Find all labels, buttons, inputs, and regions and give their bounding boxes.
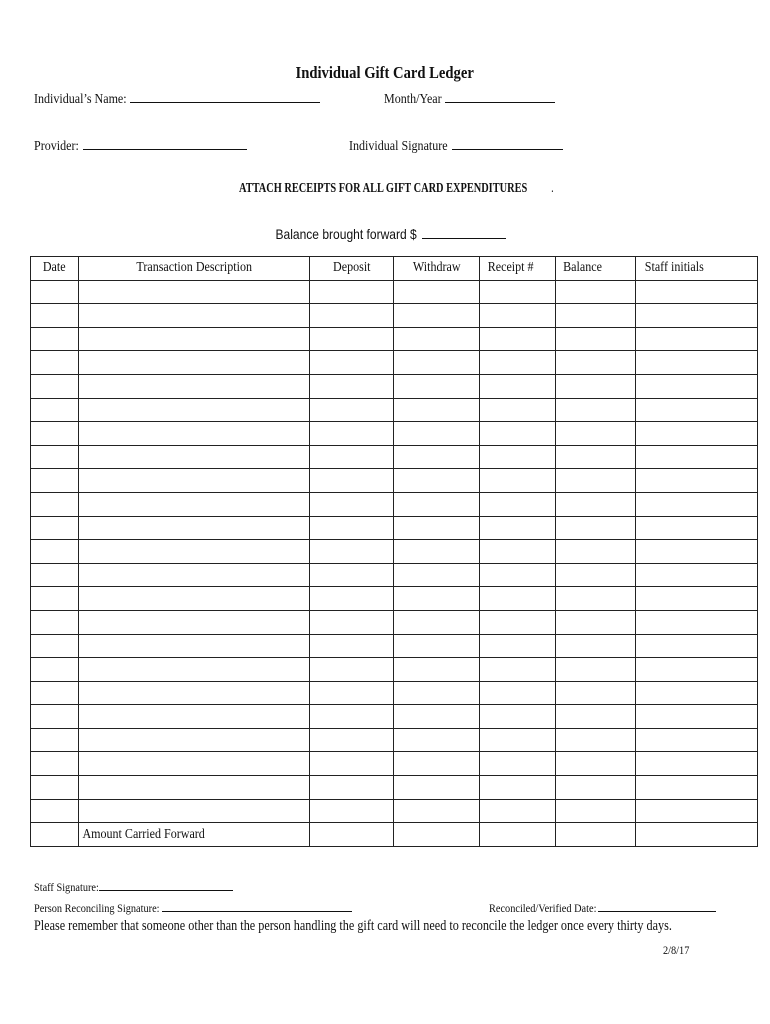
month-year-line[interactable]	[445, 90, 555, 103]
staff-signature-label: Staff Signature:	[34, 880, 99, 894]
table-cell[interactable]	[480, 587, 556, 611]
table-cell[interactable]	[79, 374, 310, 398]
reconciled-date-field[interactable]	[489, 899, 716, 916]
table-cell[interactable]	[394, 422, 480, 446]
table-cell[interactable]	[31, 422, 79, 446]
table-cell[interactable]	[480, 351, 556, 375]
individual-signature-field[interactable]	[349, 137, 563, 155]
table-row	[31, 374, 758, 398]
individual-name-label: Individual’s Name:	[34, 92, 127, 107]
reconciled-date-line[interactable]	[598, 899, 716, 912]
table-cell[interactable]	[556, 681, 636, 705]
table-cell[interactable]	[394, 752, 480, 776]
table-cell[interactable]	[480, 492, 556, 516]
table-cell[interactable]	[556, 776, 636, 800]
table-cell[interactable]	[636, 540, 758, 564]
table-cell[interactable]	[556, 658, 636, 682]
table-row	[31, 351, 758, 375]
table-cell[interactable]	[556, 799, 636, 823]
table-row	[31, 540, 758, 564]
table-cell[interactable]	[79, 634, 310, 658]
table-cell[interactable]	[636, 658, 758, 682]
table-cell[interactable]	[310, 398, 394, 422]
table-header-row	[31, 257, 758, 281]
table-cell[interactable]	[79, 728, 310, 752]
table-cell[interactable]	[31, 304, 79, 328]
person-reconciling-field[interactable]	[34, 899, 352, 916]
table-cell[interactable]	[310, 823, 394, 847]
col-date: Date	[31, 257, 79, 281]
provider-label: Provider:	[34, 139, 79, 154]
table-cell[interactable]	[636, 587, 758, 611]
table-cell[interactable]	[31, 398, 79, 422]
table-cell[interactable]	[79, 776, 310, 800]
table-cell[interactable]	[636, 728, 758, 752]
ledger-table	[30, 256, 758, 847]
table-cell[interactable]	[556, 823, 636, 847]
table-row	[31, 776, 758, 800]
table-cell[interactable]	[394, 587, 480, 611]
table-cell[interactable]	[636, 374, 758, 398]
table-cell[interactable]	[310, 752, 394, 776]
table-cell[interactable]	[636, 563, 758, 587]
table-cell[interactable]	[556, 492, 636, 516]
table-row	[31, 563, 758, 587]
table-cell[interactable]	[636, 469, 758, 493]
table-cell[interactable]	[394, 469, 480, 493]
table-cell[interactable]	[556, 422, 636, 446]
provider-field[interactable]	[34, 137, 247, 155]
table-cell[interactable]	[636, 705, 758, 729]
month-year-field[interactable]	[384, 90, 555, 108]
table-cell[interactable]	[79, 398, 310, 422]
table-cell[interactable]	[310, 280, 394, 304]
table-row	[31, 516, 758, 540]
table-cell[interactable]	[79, 705, 310, 729]
table-cell[interactable]	[556, 752, 636, 776]
table-cell[interactable]	[480, 658, 556, 682]
table-cell[interactable]	[79, 540, 310, 564]
table-cell[interactable]	[636, 398, 758, 422]
table-cell[interactable]	[79, 752, 310, 776]
table-cell[interactable]	[480, 304, 556, 328]
table-cell[interactable]	[79, 492, 310, 516]
table-cell[interactable]	[480, 540, 556, 564]
table-cell[interactable]	[31, 469, 79, 493]
table-cell[interactable]	[394, 540, 480, 564]
table-cell[interactable]	[310, 327, 394, 351]
table-cell[interactable]	[79, 327, 310, 351]
table-cell[interactable]	[480, 752, 556, 776]
table-cell[interactable]	[556, 540, 636, 564]
table-cell[interactable]	[31, 752, 79, 776]
balance-forward-label: Balance brought forward $	[275, 226, 417, 242]
table-row	[31, 705, 758, 729]
table-cell[interactable]	[480, 398, 556, 422]
table-cell[interactable]	[310, 540, 394, 564]
balance-forward[interactable]	[0, 226, 770, 242]
table-cell[interactable]	[556, 445, 636, 469]
table-cell[interactable]	[31, 540, 79, 564]
col-staff-initials: Staff initials	[636, 257, 758, 281]
table-cell[interactable]	[31, 776, 79, 800]
table-cell[interactable]	[310, 634, 394, 658]
balance-forward-line[interactable]	[422, 226, 506, 239]
table-cell[interactable]	[310, 469, 394, 493]
table-row	[31, 634, 758, 658]
table-cell[interactable]	[31, 681, 79, 705]
reconcile-note: Please remember that someone other than the person handling the gift card will need to reconcile the ledger once every thirty days.	[34, 918, 672, 934]
table-cell[interactable]	[310, 587, 394, 611]
table-cell[interactable]	[556, 610, 636, 634]
table-cell[interactable]	[636, 351, 758, 375]
table-cell[interactable]	[310, 492, 394, 516]
table-cell[interactable]	[79, 799, 310, 823]
table-row	[31, 398, 758, 422]
table-row	[31, 587, 758, 611]
table-cell[interactable]	[310, 304, 394, 328]
table-cell[interactable]	[556, 634, 636, 658]
table-cell[interactable]	[556, 304, 636, 328]
table-cell[interactable]	[394, 658, 480, 682]
carry-forward-row	[31, 823, 758, 847]
table-cell[interactable]	[310, 563, 394, 587]
receipts-instruction: ATTACH RECEIPTS FOR ALL GIFT CARD EXPENDITURES .	[239, 181, 554, 196]
table-row	[31, 681, 758, 705]
table-cell[interactable]	[480, 799, 556, 823]
table-cell[interactable]	[480, 610, 556, 634]
table-cell[interactable]	[394, 492, 480, 516]
table-cell[interactable]	[310, 422, 394, 446]
table-cell[interactable]	[79, 422, 310, 446]
table-cell[interactable]	[636, 304, 758, 328]
individual-name-field[interactable]	[34, 90, 320, 108]
table-cell[interactable]	[556, 705, 636, 729]
table-row	[31, 304, 758, 328]
table-cell[interactable]	[636, 422, 758, 446]
col-receipt: Receipt #	[480, 257, 556, 281]
table-cell[interactable]	[394, 445, 480, 469]
table-row	[31, 445, 758, 469]
table-cell[interactable]	[31, 799, 79, 823]
table-cell[interactable]	[31, 516, 79, 540]
table-cell[interactable]	[394, 398, 480, 422]
table-cell[interactable]	[310, 705, 394, 729]
col-deposit: Deposit	[310, 257, 394, 281]
table-cell[interactable]	[79, 587, 310, 611]
table-cell[interactable]	[480, 516, 556, 540]
table-cell[interactable]	[31, 492, 79, 516]
table-cell[interactable]	[556, 587, 636, 611]
table-cell[interactable]	[79, 280, 310, 304]
table-row	[31, 728, 758, 752]
table-cell[interactable]	[79, 445, 310, 469]
table-cell[interactable]	[79, 610, 310, 634]
provider-line[interactable]	[83, 137, 247, 150]
table-cell[interactable]	[310, 776, 394, 800]
table-cell[interactable]	[394, 610, 480, 634]
table-cell[interactable]	[31, 823, 79, 847]
table-cell[interactable]	[636, 752, 758, 776]
carry-forward-label: Amount Carried Forward	[79, 823, 310, 847]
table-cell[interactable]	[480, 681, 556, 705]
table-cell[interactable]	[79, 681, 310, 705]
col-transaction-description: Transaction Description	[79, 257, 310, 281]
form-date-code: 2/8/17	[663, 943, 690, 957]
table-cell[interactable]	[636, 280, 758, 304]
table-row	[31, 658, 758, 682]
table-cell[interactable]	[394, 823, 480, 847]
table-cell[interactable]	[79, 351, 310, 375]
table-cell[interactable]	[31, 728, 79, 752]
table-cell[interactable]	[394, 327, 480, 351]
table-cell[interactable]	[556, 398, 636, 422]
table-cell[interactable]	[31, 587, 79, 611]
table-cell[interactable]	[31, 351, 79, 375]
table-row	[31, 280, 758, 304]
table-cell[interactable]	[79, 563, 310, 587]
table-cell[interactable]	[31, 280, 79, 304]
page-title: Individual Gift Card Ledger	[295, 63, 475, 82]
table-cell[interactable]	[394, 799, 480, 823]
table-cell[interactable]	[394, 374, 480, 398]
table-cell[interactable]	[556, 563, 636, 587]
table-cell[interactable]	[480, 705, 556, 729]
table-cell[interactable]	[31, 445, 79, 469]
table-cell[interactable]	[556, 280, 636, 304]
table-cell[interactable]	[480, 280, 556, 304]
table-cell[interactable]	[310, 516, 394, 540]
table-cell[interactable]	[394, 304, 480, 328]
table-cell[interactable]	[480, 374, 556, 398]
table-cell[interactable]	[636, 445, 758, 469]
table-cell[interactable]	[310, 658, 394, 682]
table-cell[interactable]	[31, 658, 79, 682]
table-cell[interactable]	[636, 516, 758, 540]
table-cell[interactable]	[310, 799, 394, 823]
table-cell[interactable]	[556, 516, 636, 540]
table-cell[interactable]	[636, 327, 758, 351]
table-cell[interactable]	[480, 422, 556, 446]
table-cell[interactable]	[480, 776, 556, 800]
table-cell[interactable]	[636, 492, 758, 516]
table-cell[interactable]	[394, 516, 480, 540]
table-cell[interactable]	[79, 304, 310, 328]
table-cell[interactable]	[480, 728, 556, 752]
table-cell[interactable]	[480, 445, 556, 469]
table-cell[interactable]	[556, 728, 636, 752]
table-cell[interactable]	[480, 327, 556, 351]
table-cell[interactable]	[636, 681, 758, 705]
table-cell[interactable]	[31, 327, 79, 351]
table-row	[31, 327, 758, 351]
table-cell[interactable]	[310, 374, 394, 398]
table-row	[31, 752, 758, 776]
table-cell[interactable]	[79, 469, 310, 493]
table-cell[interactable]	[556, 469, 636, 493]
person-reconciling-label: Person Reconciling Signature:	[34, 901, 160, 915]
table-row	[31, 422, 758, 446]
table-cell[interactable]	[636, 823, 758, 847]
staff-signature-field[interactable]	[34, 878, 233, 895]
table-cell[interactable]	[310, 728, 394, 752]
staff-signature-line[interactable]	[99, 878, 233, 891]
month-year-label: Month/Year	[384, 92, 442, 107]
table-cell[interactable]	[480, 563, 556, 587]
individual-signature-label: Individual Signature	[349, 139, 448, 154]
table-cell[interactable]	[480, 469, 556, 493]
table-cell[interactable]	[79, 658, 310, 682]
table-cell[interactable]	[394, 351, 480, 375]
table-cell[interactable]	[394, 634, 480, 658]
table-cell[interactable]	[636, 776, 758, 800]
table-cell[interactable]	[394, 728, 480, 752]
table-cell[interactable]	[394, 776, 480, 800]
table-row	[31, 469, 758, 493]
table-cell[interactable]	[310, 610, 394, 634]
person-reconciling-line[interactable]	[162, 899, 352, 912]
table-cell[interactable]	[394, 280, 480, 304]
table-cell[interactable]	[394, 705, 480, 729]
table-cell[interactable]	[394, 681, 480, 705]
table-cell[interactable]	[79, 516, 310, 540]
table-cell[interactable]	[636, 610, 758, 634]
individual-name-line[interactable]	[130, 90, 320, 103]
table-cell[interactable]	[310, 351, 394, 375]
table-cell[interactable]	[636, 799, 758, 823]
table-cell[interactable]	[556, 327, 636, 351]
table-cell[interactable]	[394, 563, 480, 587]
table-row	[31, 610, 758, 634]
table-cell[interactable]	[480, 634, 556, 658]
reconciled-date-label: Reconciled/Verified Date:	[489, 901, 597, 915]
table-cell[interactable]	[556, 351, 636, 375]
table-cell[interactable]	[31, 634, 79, 658]
table-cell[interactable]	[310, 681, 394, 705]
table-cell[interactable]	[310, 445, 394, 469]
col-withdraw: Withdraw	[394, 257, 480, 281]
table-row	[31, 799, 758, 823]
col-balance: Balance	[556, 257, 636, 281]
table-cell[interactable]	[31, 563, 79, 587]
table-cell[interactable]	[31, 705, 79, 729]
individual-signature-line[interactable]	[452, 137, 563, 150]
table-cell[interactable]	[480, 823, 556, 847]
table-cell[interactable]	[636, 634, 758, 658]
table-cell[interactable]	[31, 374, 79, 398]
table-row	[31, 492, 758, 516]
table-cell[interactable]	[556, 374, 636, 398]
table-cell[interactable]	[31, 610, 79, 634]
